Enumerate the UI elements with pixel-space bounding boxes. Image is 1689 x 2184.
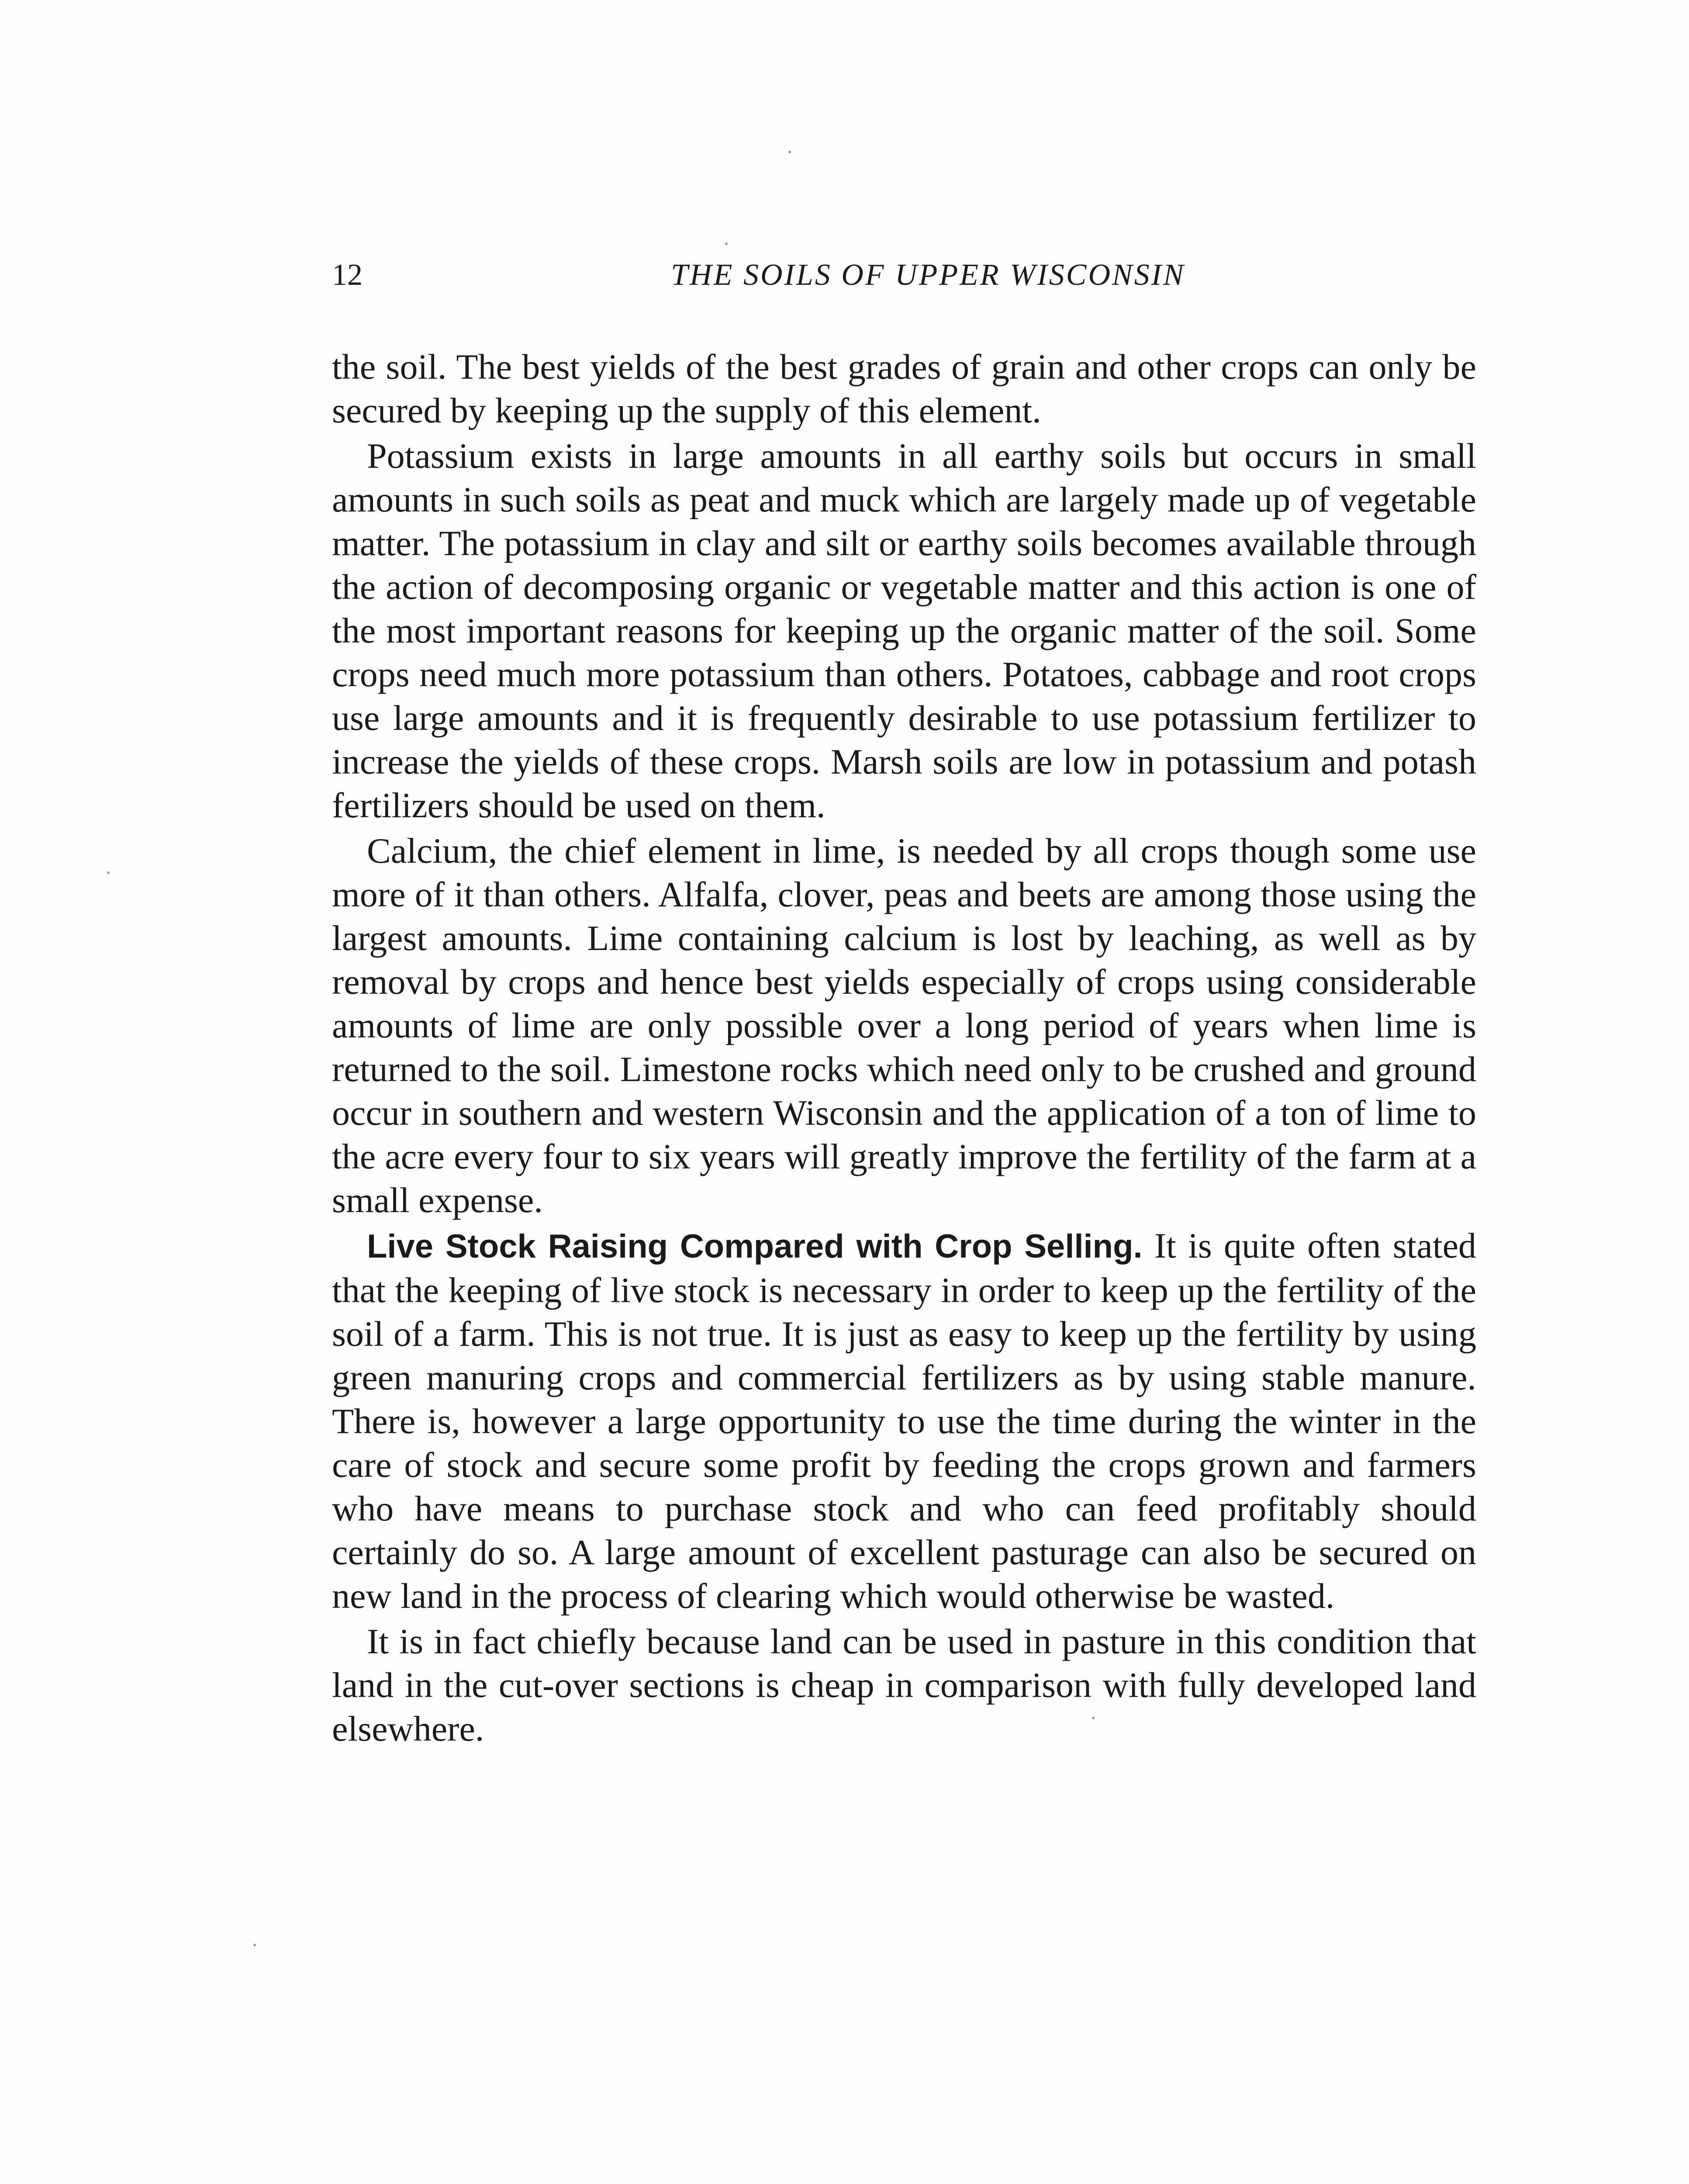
paragraph-text: Calcium, the chief element in lime, is needed by all crops though some use more of it than others. Alfalfa, clover, peas and beets are among those using the largest amounts. Lime containing calcium is lost by leaching, as well as by removal by crops and hence best yields especially of crops using considerable amounts of lime are only possible over a long period of years when lime is returned to the soil. Limestone rocks which need only to be crushed and ground occur in southern and western Wisconsin and the application of a ton of lime to the acre every four to six years will greatly improve the fertility of the farm at a small expense. <box>332 831 1476 1220</box>
paragraph-text: It is in fact chiefly because land can be used in pasture in this condition that land in the cut-over sections is cheap in comparison with fully developed land elsewhere. <box>332 1621 1476 1749</box>
running-title: THE SOILS OF UPPER WISCONSIN <box>671 258 1185 292</box>
scan-speck <box>253 1944 256 1946</box>
paragraph-text: Potassium exists in large amounts in all earthy soils but occurs in small amounts in such soils as peat and muck which are largely made up of vegetable matter. The potassium in clay and silt or earthy soils becomes available through the action of decomposing organic or vegetable matter and this action is one of the most important reasons for keeping up the organic matter of the soil. Some crops need much more potassium than others. Potatoes, cabbage and root crops use large amounts and it is frequently desirable to use potassium fertilizer to increase the yields of these crops. Marsh soils are low in potassium and potash fertilizers should be used on them. <box>332 436 1476 825</box>
body-text <box>332 345 1476 1752</box>
paragraph-potassium <box>332 434 1476 827</box>
paragraph-text: the soil. The best yields of the best grades of grain and other crops can only be secured by keeping up the supply of this element. <box>332 347 1476 430</box>
paragraph-continuation <box>332 345 1476 432</box>
scan-speck <box>788 151 791 153</box>
scan-speck <box>107 871 110 874</box>
paragraph-calcium <box>332 829 1476 1222</box>
running-head <box>332 251 1489 299</box>
paragraph-cut-over-land <box>332 1620 1476 1751</box>
scan-speck <box>725 242 728 245</box>
paragraph-live-stock <box>332 1224 1476 1618</box>
scan-speck <box>1092 1717 1095 1719</box>
page-number: 12 <box>332 258 363 292</box>
paragraph-text: It is quite often stated that the keeping of live stock is necessary in order to keep up the fertility of the soil of a farm. This is not true. It is just as easy to keep up the fertility by using green manuring crops and commercial fertilizers as by using stable manure. There is, however a large opportunity to use the time during the winter in the care of stock and secure some profit by feeding the crops grown and farmers who have means to purchase stock and who can feed profitably should certainly do so. A large amount of excellent pasturage can also be secured on new land in the process of clearing which would otherwise be wasted. <box>332 1226 1476 1616</box>
section-heading: Live Stock Raising Compared with Crop Selling. <box>367 1228 1143 1265</box>
